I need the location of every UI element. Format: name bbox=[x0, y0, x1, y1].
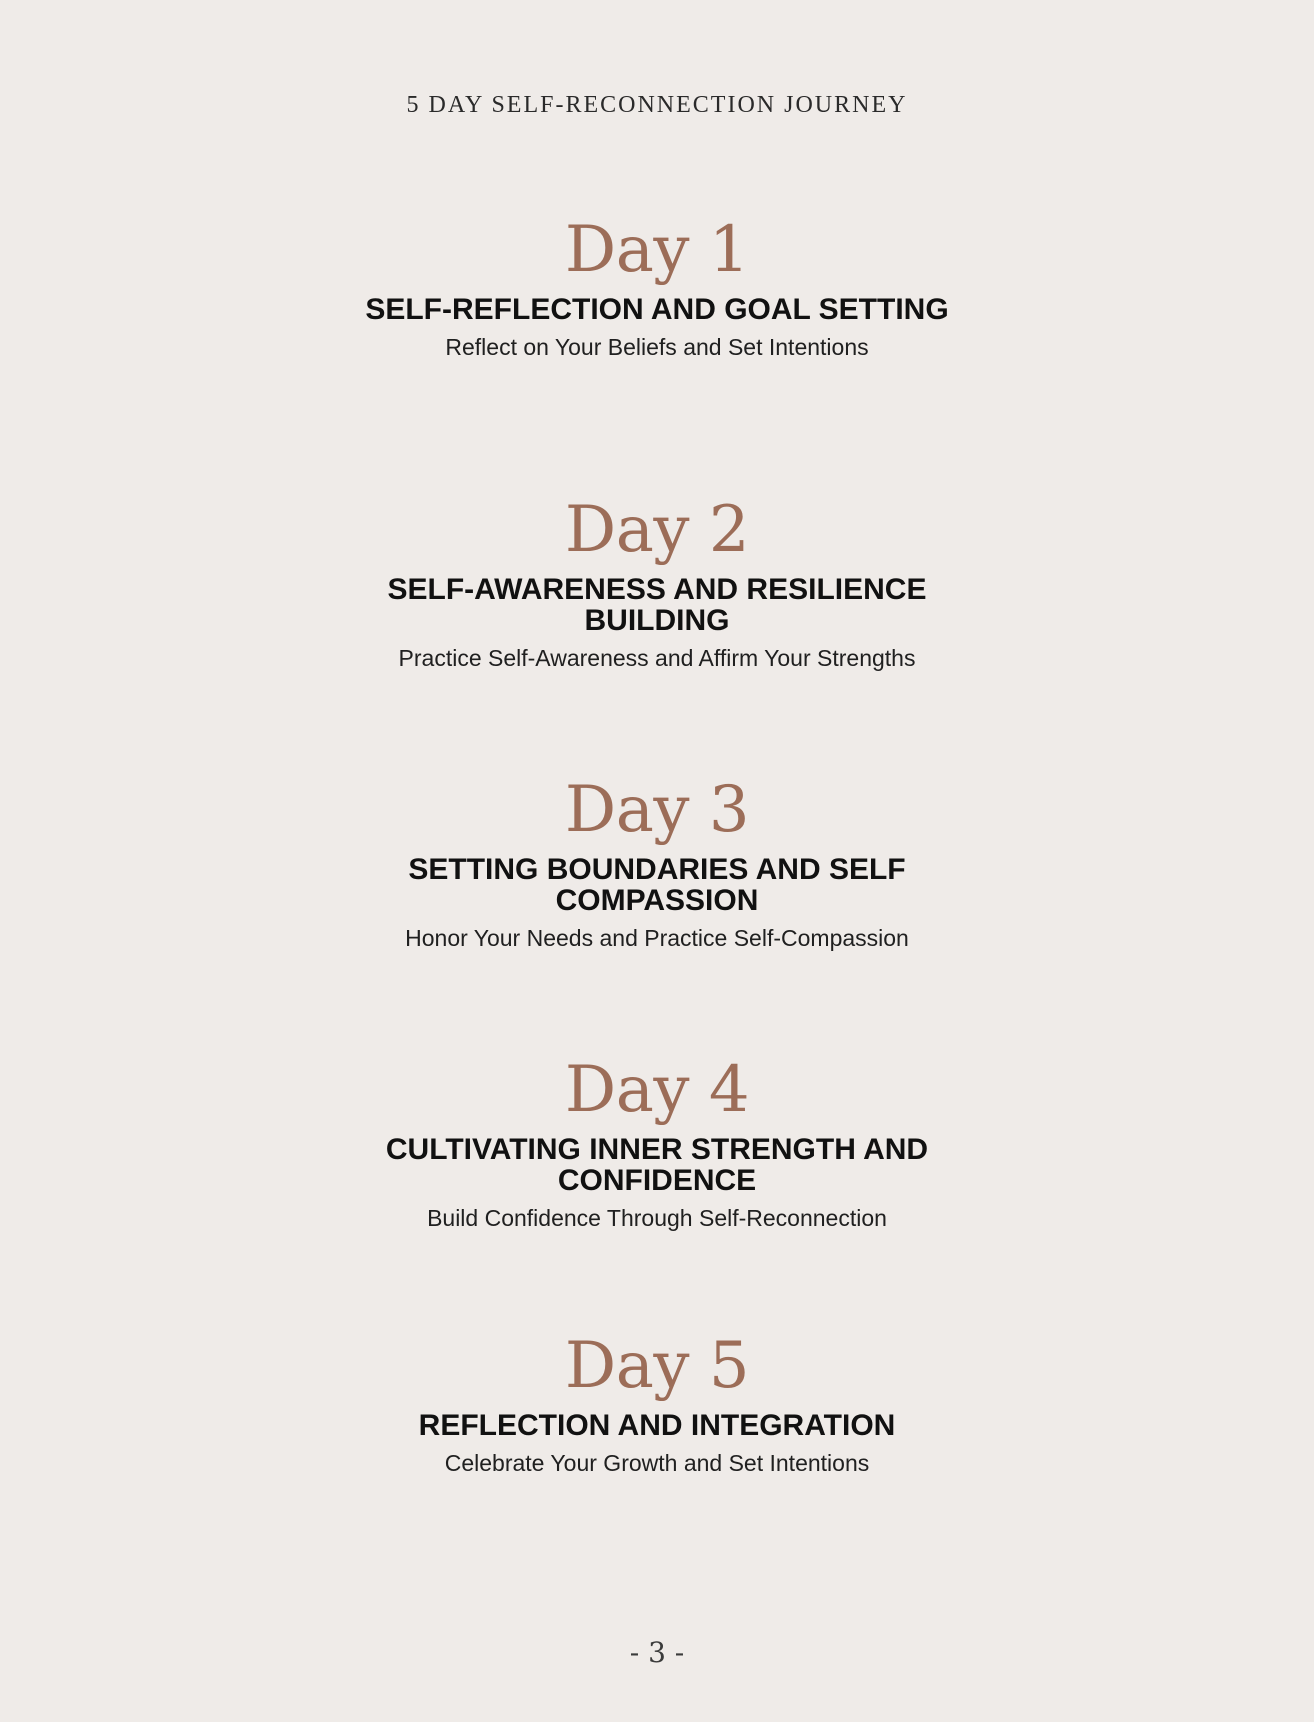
day-section-2 bbox=[0, 493, 1314, 672]
page-number: - 3 - bbox=[629, 1636, 685, 1669]
day-subtitle: Practice Self-Awareness and Affirm Your Strengths bbox=[398, 645, 916, 671]
day-section-3 bbox=[0, 773, 1314, 952]
day-subtitle: Honor Your Needs and Practice Self-Compassion bbox=[405, 925, 909, 951]
day-title: SETTING BOUNDARIES AND SELF COMPASSION bbox=[408, 853, 906, 917]
day-title: REFLECTION AND INTEGRATION bbox=[418, 1409, 896, 1442]
day-title: CULTIVATING INNER STRENGTH AND CONFIDENCE bbox=[385, 1133, 929, 1197]
day-section-1 bbox=[0, 213, 1314, 361]
day-label: Day 4 bbox=[564, 1053, 750, 1127]
day-title: SELF-AWARENESS AND RESILIENCE BUILDING bbox=[387, 573, 927, 637]
day-subtitle: Celebrate Your Growth and Set Intentions bbox=[444, 1450, 870, 1476]
day-label: Day 5 bbox=[564, 1329, 750, 1403]
day-label: Day 1 bbox=[564, 213, 750, 287]
day-subtitle: Reflect on Your Beliefs and Set Intentions bbox=[445, 334, 869, 360]
day-subtitle: Build Confidence Through Self-Reconnection bbox=[427, 1205, 887, 1231]
day-title: SELF-REFLECTION AND GOAL SETTING bbox=[365, 293, 949, 326]
day-section-4 bbox=[0, 1053, 1314, 1232]
day-label: Day 2 bbox=[564, 493, 750, 567]
journey-header: 5 DAY SELF-RECONNECTION JOURNEY bbox=[406, 92, 908, 118]
day-section-5 bbox=[0, 1329, 1314, 1477]
day-label: Day 3 bbox=[564, 773, 750, 847]
